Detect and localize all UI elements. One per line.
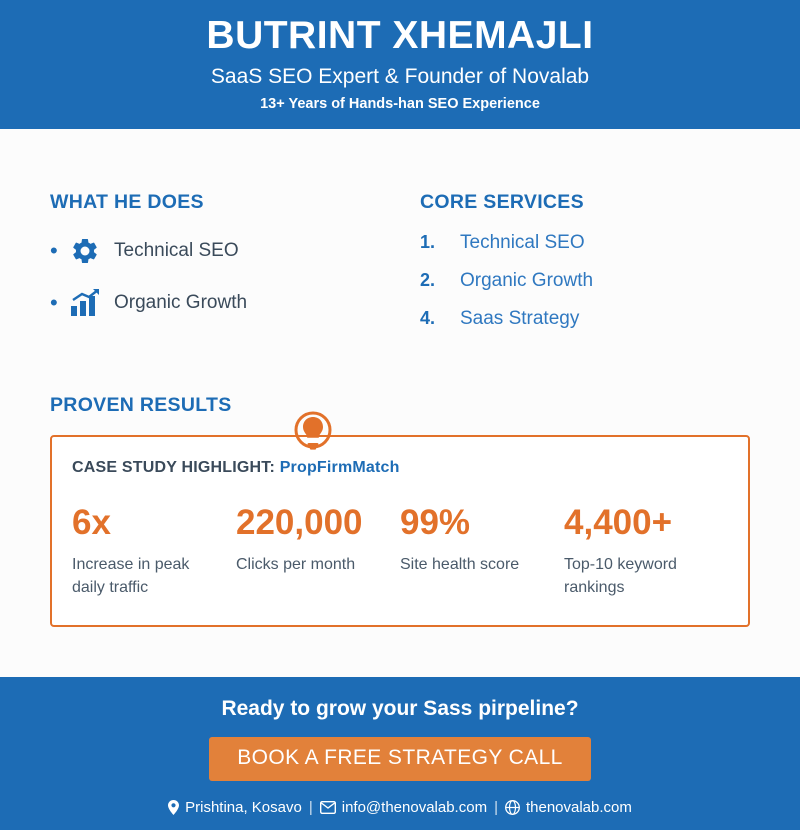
contact-email-text: info@thenovalab.com: [341, 799, 488, 816]
core-services-title: CORE SERVICES: [420, 191, 584, 214]
stat-label: Clicks per month: [236, 556, 356, 574]
case-study-label: CASE STUDY HIGHLIGHT:: [72, 459, 276, 477]
header-experience: 13+ Years of Hands-han SEO Experience: [260, 95, 540, 112]
list-item-number: 2.: [420, 270, 436, 291]
case-study-name: PropFirmMatch: [279, 459, 400, 477]
book-strategy-call-button[interactable]: BOOK A FREE STRATEGY CALL: [209, 737, 591, 781]
list-item: [420, 232, 750, 254]
stat-item: [400, 505, 564, 599]
contact-separator: |: [494, 799, 498, 816]
list-item-label: Technical SEO: [114, 240, 239, 262]
stat-label: Site health score: [400, 556, 520, 574]
header-banner: [0, 0, 800, 129]
core-services-list: [420, 232, 750, 330]
list-item: [50, 236, 370, 266]
stat-value: 220,000: [236, 503, 363, 543]
list-item-label: Organic Growth: [460, 270, 594, 292]
globe-icon: [505, 800, 520, 815]
list-item-label: Technical SEO: [460, 232, 585, 254]
stat-item: [564, 505, 728, 599]
bullet-dot-icon: •: [50, 238, 58, 264]
two-column-section: [50, 191, 750, 346]
case-study-box: [50, 435, 750, 627]
page-title: BUTRINT XHEMAJLI: [206, 14, 594, 57]
list-item-label: Saas Strategy: [460, 308, 580, 330]
list-item-label: Organic Growth: [114, 292, 248, 314]
list-item: [420, 270, 750, 292]
stat-value: 99%: [400, 503, 471, 543]
what-he-does-list: [50, 236, 370, 318]
list-item: [420, 308, 750, 330]
lightbulb-idea-icon: [292, 411, 334, 464]
stat-item: [236, 505, 400, 599]
list-item-number: 1.: [420, 232, 436, 253]
contact-location: [168, 799, 302, 816]
stat-label: Top-10 keyword rankings: [564, 556, 677, 596]
contact-website-text: thenovalab.com: [525, 799, 632, 816]
case-study-heading: [72, 459, 728, 477]
stats-row: [72, 505, 728, 599]
proven-results-title: PROVEN RESULTS: [50, 394, 232, 417]
what-he-does-column: [50, 191, 370, 346]
gear-icon: [68, 236, 102, 266]
core-services-column: [370, 191, 750, 346]
location-pin-icon: [168, 800, 179, 815]
footer-contact-row: [10, 799, 790, 816]
contact-location-text: Prishtina, Kosavo: [185, 799, 302, 816]
stat-label: Increase in peak daily traffic: [72, 556, 190, 596]
what-he-does-title: WHAT HE DOES: [50, 191, 204, 214]
contact-website[interactable]: [505, 799, 632, 816]
footer-cta-text: Ready to grow your Sass pirpeline?: [221, 697, 579, 720]
bar-chart-growth-icon: [68, 288, 102, 318]
list-item-number: 4.: [420, 308, 436, 329]
main-content: [0, 129, 800, 677]
bullet-dot-icon: •: [50, 290, 58, 316]
stat-value: 6x: [72, 503, 111, 543]
list-item: [50, 288, 370, 318]
header-subtitle: SaaS SEO Expert & Founder of Novalab: [210, 64, 590, 88]
stat-value: 4,400+: [564, 503, 673, 543]
envelope-icon: [320, 801, 336, 814]
footer-banner: [0, 677, 800, 830]
contact-separator: |: [308, 799, 313, 816]
contact-email[interactable]: [320, 799, 487, 816]
stat-item: [72, 505, 236, 599]
